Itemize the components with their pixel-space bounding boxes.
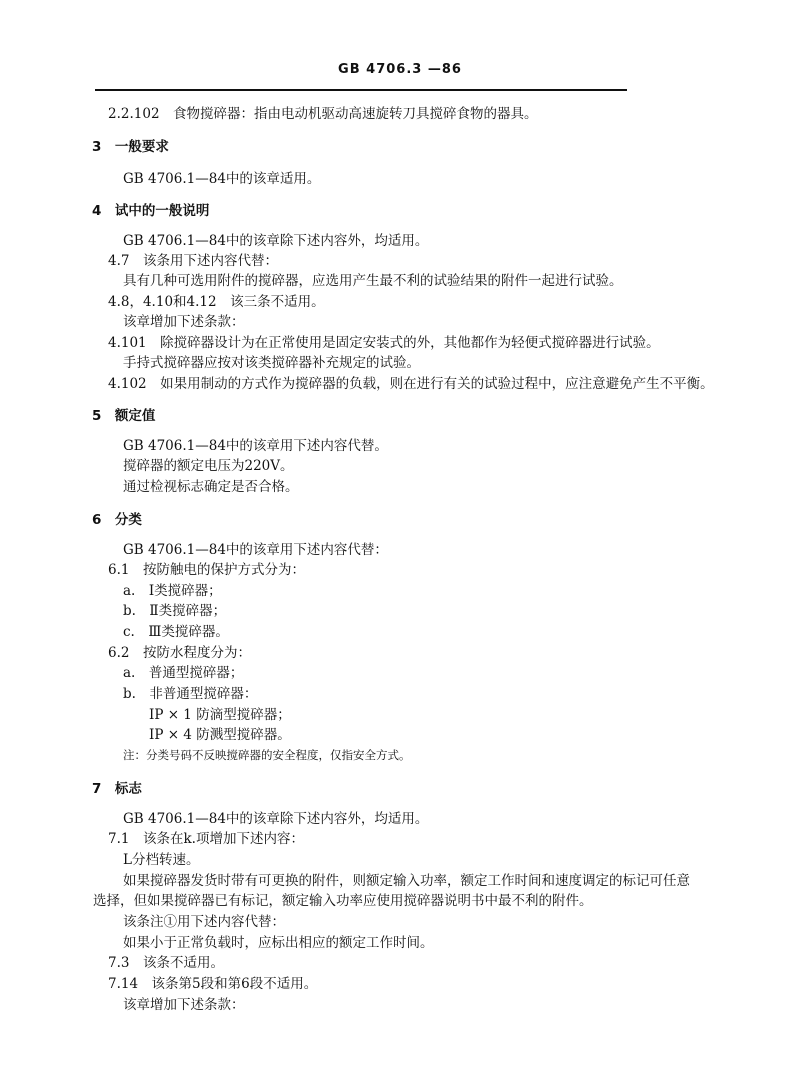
clause-2-2-102: 2.2.102 食物搅碎器：指由电动机驱动高速旋转刀具搅碎食物的器具。 (108, 106, 538, 122)
clause-4-8: 4.8，4.10和4.12 该三条不适用。 (108, 294, 325, 310)
clause-4-102: 4.102 如果用制动的方式作为搅碎器的负载，则在进行有关的试验过程中，应注意避免产生不平衡。 (108, 376, 714, 392)
paragraph: 具有几种可选用附件的搅碎器，应选用产生最不利的试验结果的附件一起进行试验。 (123, 273, 623, 289)
section-3-heading: 3 一般要求 (92, 139, 169, 155)
section-4-heading: 4 试中的一般说明 (92, 203, 210, 219)
paragraph: 通过检视标志确定是否合格。 (123, 479, 299, 495)
paragraph: 如果小于正常负载时，应标出相应的额定工作时间。 (123, 935, 434, 951)
paragraph: 该条注①用下述内容代替： (123, 914, 285, 930)
paragraph: GB 4706.1—84中的该章除下述内容外，均适用。 (123, 233, 429, 249)
list-item: a. Ⅰ类搅碎器； (123, 583, 222, 599)
note: 注：分类号码不反映搅碎器的安全程度，仅指安全方式。 (123, 748, 411, 762)
header-rule (95, 89, 627, 91)
clause-4-101: 4.101 除搅碎器设计为在正常使用是固定安装式的外，其他都作为轻便式搅碎器进行试验。 (108, 335, 660, 351)
section-6-heading: 6 分类 (92, 512, 142, 528)
list-item: a. 普通型搅碎器； (123, 665, 244, 681)
paragraph: GB 4706.1—84中的该章用下述内容代替。 (123, 438, 388, 454)
page-header: GB 4706.3 —86 (338, 62, 462, 77)
clause-7-14: 7.14 该条第5段和第6段不适用。 (108, 976, 318, 992)
paragraph: 手持式搅碎器应按对该类搅碎器补充规定的试验。 (123, 355, 420, 371)
clause-4-7: 4.7 该条用下述内容代替： (108, 253, 278, 269)
clause-7-1: 7.1 该条在k.项增加下述内容： (108, 831, 304, 847)
clause-6-1: 6.1 按防触电的保护方式分为： (108, 562, 305, 578)
section-7-heading: 7 标志 (92, 781, 142, 797)
list-item: c. Ⅲ类搅碎器。 (123, 624, 229, 640)
paragraph: L分档转速。 (123, 852, 200, 868)
sub-list-item: IP × 1 防滴型搅碎器； (149, 707, 291, 723)
sub-list-item: IP × 4 防溅型搅碎器。 (149, 727, 291, 743)
paragraph: 该章增加下述条款： (123, 314, 245, 330)
paragraph: 该章增加下述条款： (123, 997, 245, 1013)
paragraph: 如果搅碎器发货时带有可更换的附件，则额定输入功率，额定工作时间和速度调定的标记可任意 (123, 873, 690, 889)
paragraph: GB 4706.1—84中的该章除下述内容外，均适用。 (123, 811, 429, 827)
list-item: b. Ⅱ类搅碎器； (123, 603, 227, 619)
clause-7-3: 7.3 该条不适用。 (108, 955, 224, 971)
paragraph: GB 4706.1—84中的该章适用。 (123, 171, 321, 187)
section-5-heading: 5 额定值 (92, 408, 156, 424)
paragraph-continuation: 选择，但如果搅碎器已有标记，额定输入功率应使用搅碎器说明书中最不利的附件。 (93, 893, 593, 909)
clause-6-2: 6.2 按防水程度分为： (108, 645, 251, 661)
list-item: b. 非普通型搅碎器： (123, 686, 258, 702)
paragraph: GB 4706.1—84中的该章用下述内容代替： (123, 542, 388, 558)
paragraph: 搅碎器的额定电压为220V。 (123, 458, 294, 474)
